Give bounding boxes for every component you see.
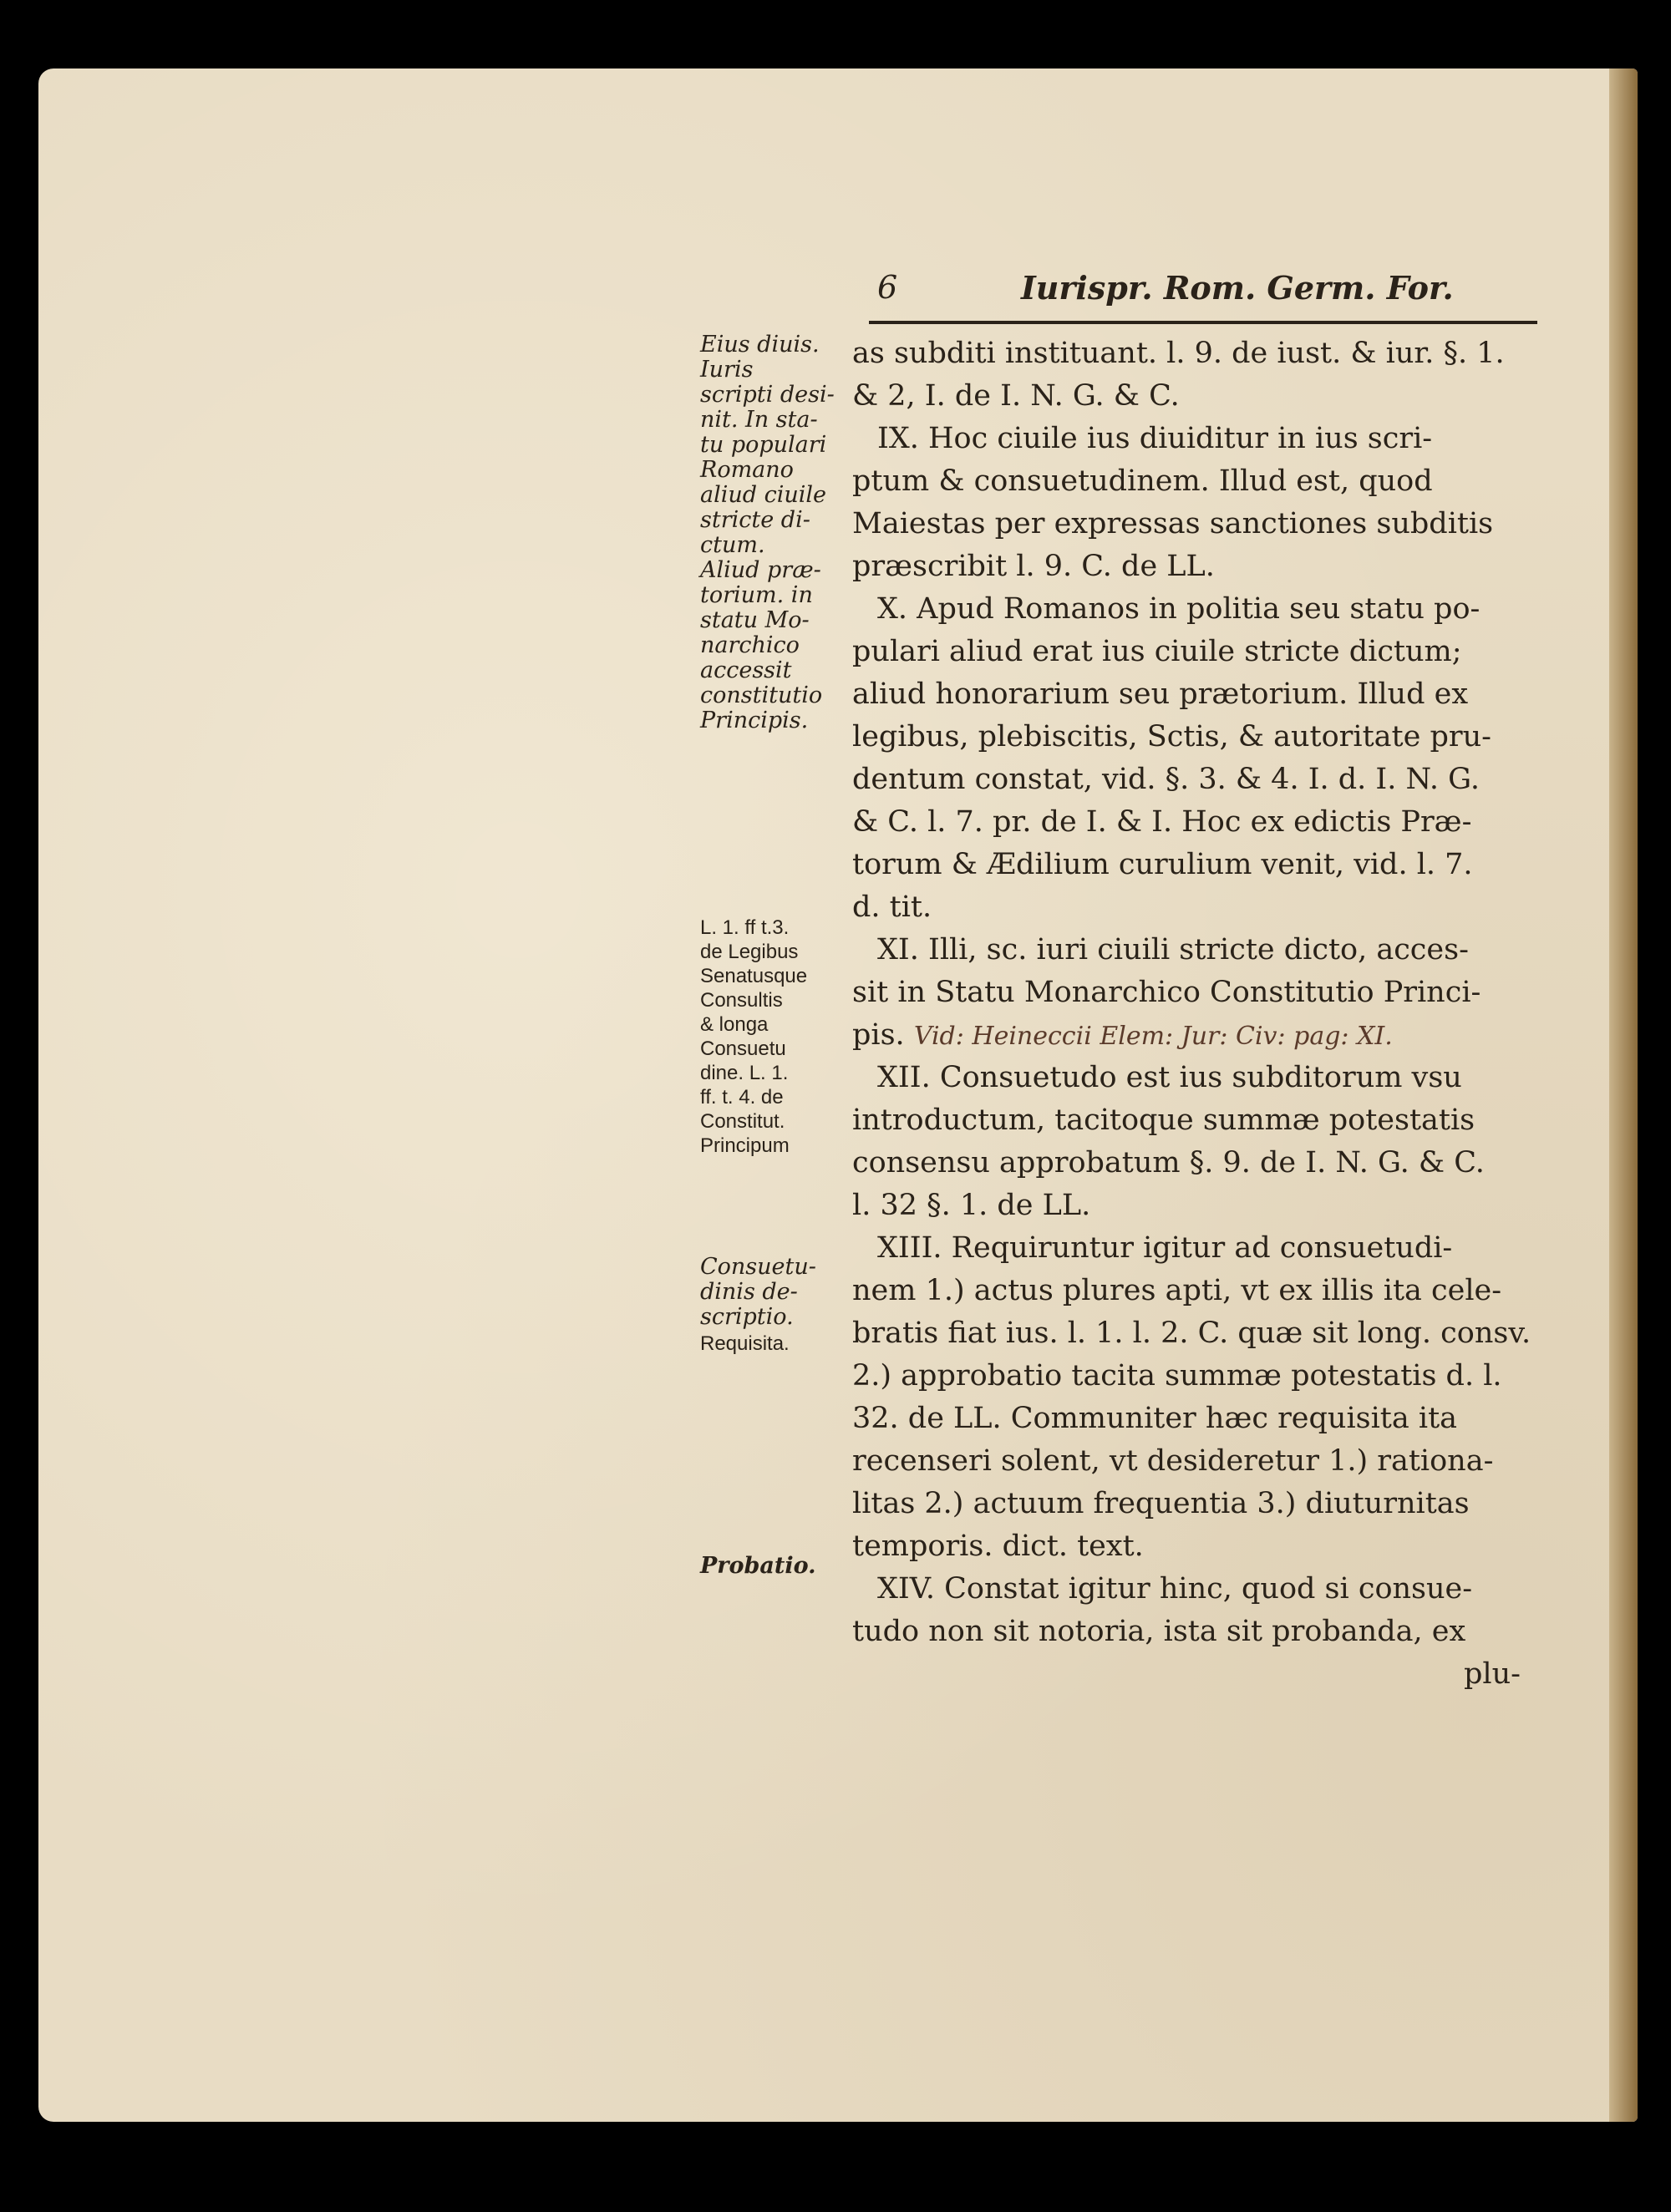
margin-line: Probatio. — [700, 1553, 816, 1579]
margin-line: de Legibus — [700, 941, 799, 963]
body-line: pis. — [852, 1018, 905, 1052]
margin-note-group-3 — [700, 1255, 867, 1330]
margin-line: Romano — [700, 457, 794, 483]
margin-line: Aliud præ- — [700, 557, 821, 583]
margin-line: Consuetu — [700, 1038, 786, 1060]
body-line: XIII. Requiruntur igitur ad consuetudi- — [877, 1231, 1453, 1265]
body-line: l. 32 §. 1. de LL. — [852, 1189, 1091, 1222]
body-line: ptum & consuetudinem. Illud est, quod — [852, 464, 1433, 498]
body-line: nem 1.) actus plures apti, vt ex illis ita cele- — [852, 1274, 1502, 1307]
body-line: introductum, tacitoque summæ potestatis — [852, 1103, 1475, 1137]
body-line: & 2, I. de I. N. G. & C. — [852, 379, 1180, 413]
body-line: d. tit. — [852, 890, 932, 924]
margin-line: stricte di- — [700, 507, 810, 533]
running-header — [877, 269, 1537, 316]
body-line: consensu approbatum §. 9. de I. N. G. & C. — [852, 1146, 1485, 1180]
body-line: IX. Hoc ciuile ius diuiditur in ius scri- — [877, 422, 1433, 455]
margin-line: accessit — [700, 657, 792, 683]
body-line: bratis fiat ius. l. 1. l. 2. C. quæ sit long. consv. — [852, 1317, 1531, 1350]
margin-line: statu Mo- — [700, 607, 810, 633]
margin-line: Consultis — [700, 989, 783, 1012]
margin-note-group-1 — [700, 332, 867, 733]
body-line: recenseri solent, vt desideretur 1.) rationa- — [852, 1444, 1494, 1478]
body-line: & C. l. 7. pr. de I. & I. Hoc ex edictis Præ- — [852, 805, 1472, 839]
margin-line: Constitut. — [700, 1110, 785, 1133]
margin-note-group-4 — [700, 1332, 867, 1356]
margin-note-group-2 — [700, 916, 867, 1158]
body-line: as subditi instituant. l. 9. de iust. & iur. §. 1. — [852, 337, 1505, 370]
body-line: Maiestas per expressas sanctiones subditis — [852, 507, 1494, 540]
body-line: 2.) approbatio tacita summæ potestatis d. l. — [852, 1359, 1502, 1393]
margin-line: Principis. — [700, 708, 809, 733]
margin-line: Iuris — [700, 357, 754, 383]
margin-line: dine. L. 1. — [700, 1062, 789, 1084]
margin-line: L. 1. ff t.3. — [700, 916, 790, 939]
margin-line: nit. In sta- — [700, 407, 818, 433]
body-line: 32. de LL. Communiter hæc requisita ita — [852, 1402, 1457, 1435]
body-line: sit in Statu Monarchico Constitutio Princi- — [852, 976, 1481, 1009]
page-number: 6 — [877, 269, 898, 306]
body-text — [852, 332, 1537, 1696]
catchword: plu- — [1464, 1657, 1521, 1691]
header-rule — [869, 321, 1537, 324]
body-line: pulari aliud erat ius ciuile stricte dictum; — [852, 635, 1462, 668]
margin-line: aliud ciuile — [700, 482, 827, 508]
margin-line: scripti desi- — [700, 382, 835, 408]
handwritten-note: Vid: Heineccii Elem: Jur: Civ: pag: XI. — [913, 1022, 1393, 1051]
page-edge — [1609, 68, 1638, 2122]
body-line: legibus, plebiscitis, Sctis, & autoritate pru- — [852, 720, 1491, 753]
body-line-with-annotation — [852, 1014, 1537, 1057]
body-line: XIV. Constat igitur hinc, quod si consue- — [877, 1572, 1473, 1606]
margin-line: ctum. — [700, 532, 765, 558]
margin-line: torium. in — [700, 582, 813, 608]
body-line: XI. Illi, sc. iuri ciuili stricte dicto, acces- — [877, 933, 1469, 966]
body-line: litas 2.) actuum frequentia 3.) diuturnitas — [852, 1487, 1470, 1520]
body-line: dentum constat, vid. §. 3. & 4. I. d. I. N. G. — [852, 763, 1480, 796]
margin-line: Consuetu- — [700, 1254, 816, 1280]
margin-line: constitutio — [700, 682, 823, 708]
margin-line: scriptio. — [700, 1304, 794, 1330]
margin-line: narchico — [700, 632, 800, 658]
margin-line: ff. t. 4. de — [700, 1086, 784, 1109]
margin-line: Principum — [700, 1134, 790, 1157]
margin-line: Eius diuis. — [700, 332, 820, 358]
body-line: temporis. dict. text. — [852, 1530, 1144, 1563]
running-title: Iurispr. Rom. Germ. For. — [1021, 269, 1454, 307]
margin-line: dinis de- — [700, 1279, 798, 1305]
body-line: aliud honorarium seu prætorium. Illud ex — [852, 677, 1469, 711]
body-line: præscribit l. 9. C. de LL. — [852, 550, 1215, 583]
margin-note-group-5 — [700, 1554, 867, 1579]
body-line: XII. Consuetudo est ius subditorum vsu — [877, 1061, 1462, 1094]
margin-line: & longa — [700, 1013, 769, 1036]
body-line: tudo non sit notoria, ista sit probanda, ex — [852, 1615, 1466, 1648]
body-line: X. Apud Romanos in politia seu statu po- — [877, 592, 1481, 626]
margin-line: Senatusque — [700, 965, 808, 987]
body-line: torum & Ædilium curulium venit, vid. l. 7. — [852, 848, 1473, 881]
margin-line: tu populari — [700, 432, 827, 458]
margin-line: Requisita. — [700, 1332, 790, 1355]
